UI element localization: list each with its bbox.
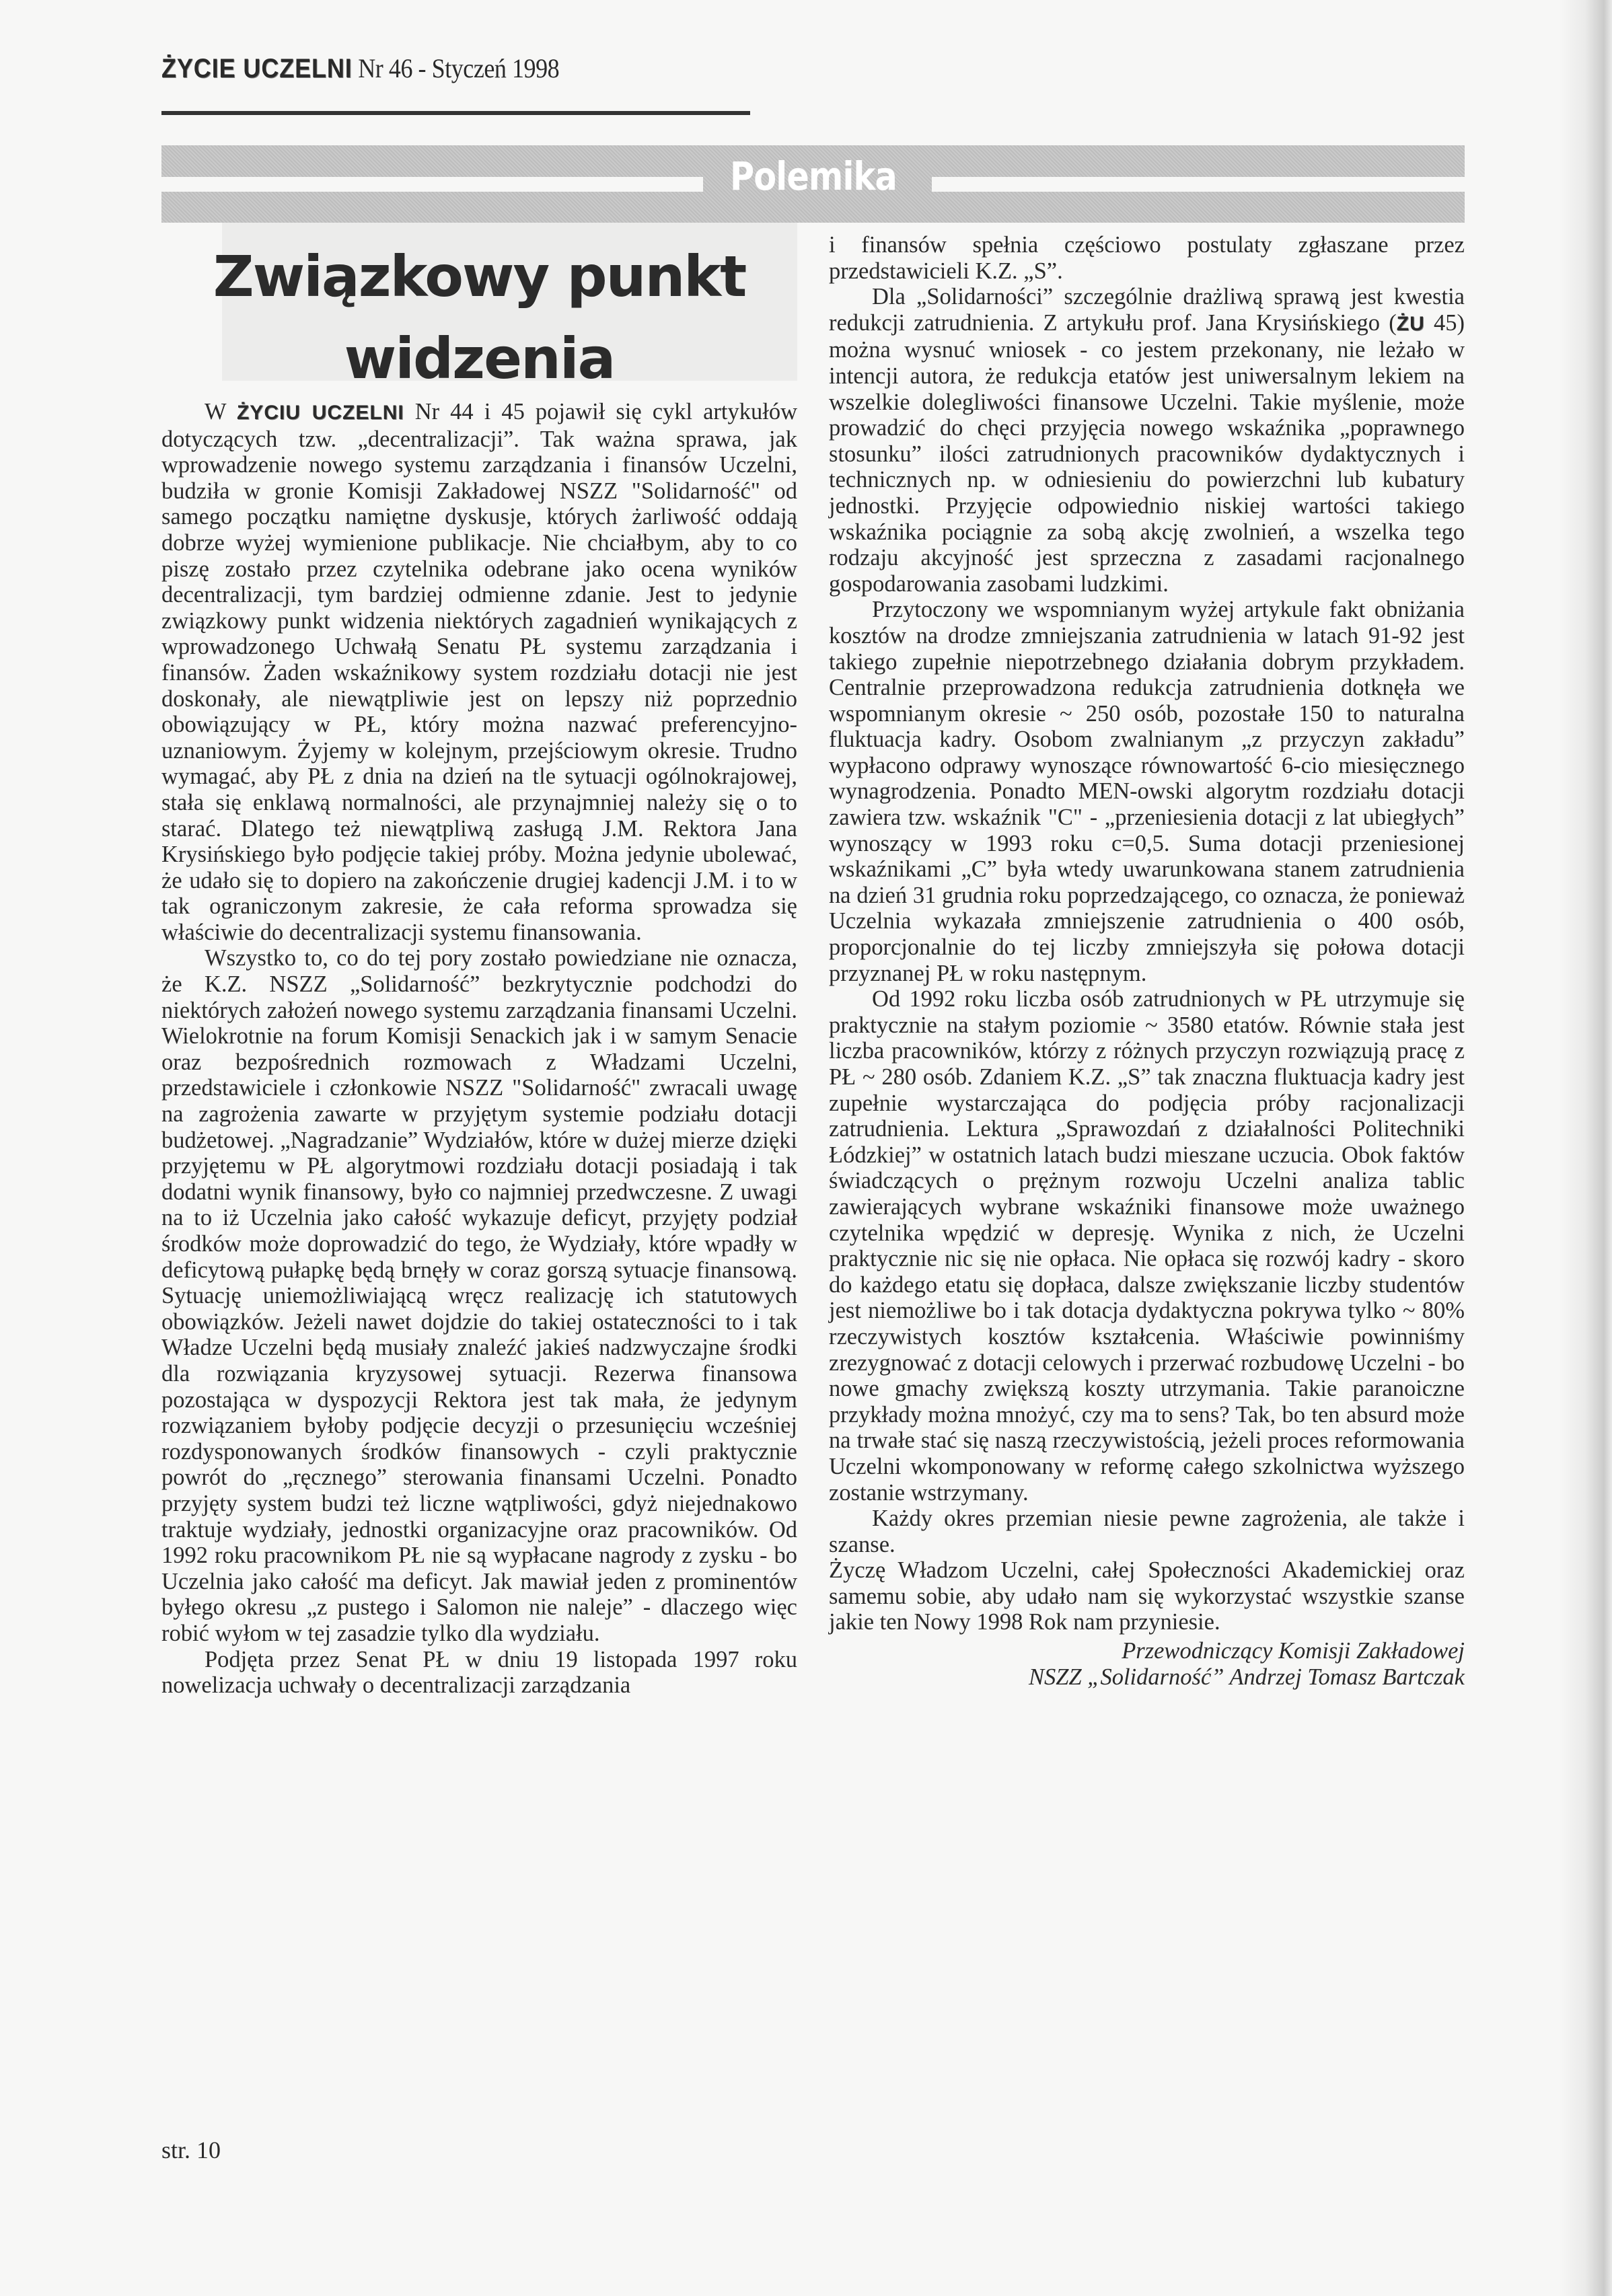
section-label: Polemika — [730, 153, 897, 199]
paragraph: Życzę Władzom Uczelni, całej Społeczności Akademickiej oraz samemu sobie, aby udało nam się wykorzystać wszystkie szanse jakie ten Nowy 1998 Rok nam przyniesie. — [829, 1557, 1465, 1635]
page-binding-shadow — [1558, 0, 1612, 2296]
paragraph-lead: W — [205, 399, 226, 424]
section-banner — [161, 145, 1465, 223]
article-column-left — [161, 399, 797, 1699]
paragraph-text: 45) można wysnuć wniosek - co jestem przekonany, nie leżało w intencji autora, że redukcja etatów jest uniwersalnym lekiem na wszelkie dolegliwości finansowe Uczelni. Takie myślenie, może prowadzić do chęci przyjęcia nowego wskaźnika „poprawnego stosunku” ilości zatrudnionych pracowników dydaktycznych i technicznych np. w odniesieniu do powierzchni lub kubatury jednostki. Przyjęcie odpowiednio niskiej wartości takiego wskaźnika pociągnie za sobą akcję zwolnień, a wszelka tego rodzaju akcyjność jest sprzeczna z zasadami racjonalnego gospodarowania zasobami ludzkimi. — [829, 309, 1465, 597]
signature-line-1: Przewodniczący Komisji Zakładowej — [1122, 1638, 1465, 1664]
header-rule — [161, 111, 750, 115]
issue-info: Nr 46 - Styczeń 1998 — [358, 53, 560, 83]
article-title — [161, 235, 797, 400]
title-line-2: widzenia — [344, 326, 615, 392]
paragraph — [161, 399, 797, 945]
paragraph — [829, 284, 1465, 597]
paragraph-text: Dla „Solidarności” szczególnie drażliwą sprawą jest kwestia redukcji zatrudnienia. Z artykułu prof. Jana Krysińskiego ( — [829, 284, 1465, 336]
paragraph-text: Nr 44 i 45 pojawił się cykl artykułów dotyczących tzw. „decentralizacji”. Tak ważna sprawa, jak wprowadzenie nowego systemu zarządzania i finansów Uczelni, budziła w gronie Komisji Zakładowej NSZZ "Solidarność" od samego początku namiętne dyskusje, których żarliwość oddają dobrze wyżej wymienione publikacje. Nie chciałbym, aby to co piszę zostało przez czytelnika odebrane jako ocena wyników decentralizacji, tym bardziej odmienne zdanie. Jest to jedynie związkowy punkt widzenia niektórych zagadnień wynikających z wprowadzonego Uchwałą Senatu PŁ systemu zarządzania i finansów. Żaden wskaźnikowy system rozdziału dotacji nie jest doskonały, ale niewątpliwie jest on lepszy niż poprzednio obowiązujący w PŁ, który można nazwać preferencyjno-uznaniowym. Żyjemy w kolejnym, przejściowym okresie. Trudno wymagać, aby PŁ z dnia na dzień na tle sytuacji ogólnokrajowej, stała się enklawą normalności, ale przynajmniej należy się o to starać. Dlatego też niewątpliwą zasługą J.M. Rektora Jana Krysińskiego było podjęcie takiej próby. Można jedynie ubolewać, że udało się to dopiero na zakończenie drugiej kadencji J.M. i to w tak ograniczonym zakresie, że cała reforma sprowadza się właściwie do decentralizacji systemu finansowania. — [161, 399, 798, 945]
masthead — [161, 52, 559, 84]
publication-name-inline: ŻYCIU UCZELNI — [236, 402, 404, 424]
banner-stripe-right — [932, 177, 1465, 192]
page-number: str. 10 — [161, 2137, 221, 2163]
publication-abbrev: ŻU — [1396, 312, 1425, 335]
paragraph: Każdy okres przemian niesie pewne zagrożenia, ale także i szanse. — [829, 1506, 1465, 1557]
article-column-right — [829, 232, 1465, 1690]
title-line-1: Związkowy punkt — [213, 244, 746, 309]
paragraph-continued: i finansów spełnia częściowo postulaty zgłaszane przez przedstawicieli K.Z. „S”. — [829, 232, 1465, 284]
paragraph: Wszystko to, co do tej pory zostało powiedziane nie oznacza, że K.Z. NSZZ „Solidarność” bezkrytycznie podchodzi do niektórych założeń nowego systemu zarządzania finansami Uczelni. Wielokrotnie na forum Komisji Senackich jak i w samym Senacie oraz bezpośrednich rozmowach z Władzami Uczelni, przedstawiciele i członkowie NSZZ "Solidarność" zwracali uwagę na zagrożenia zawarte w przyjętym systemie podziału dotacji budżetowej. „Nagradzanie” Wydziałów, które w dużej mierze dzięki przyjętemu w PŁ algorytmowi rozdziału dotacji posiadają i tak dodatni wynik finansowy, było co najmniej przedwczesne. Z uwagi na to iż Uczelnia jako całość wykazuje deficyt, przyjęty podział środków może doprowadzić do tego, że Wydziały, które wpadły w deficytową pułapkę będą brnęły w coraz gorszą sytuacje finansową. Sytuację uniemożliwiającą wręcz realizację ich statutowych obowiązków. Jeżeli nawet dojdzie do takiej ostateczności to i tak Władze Uczelni będą musiały znaleźć jakieś nadzwyczajne środki dla rozwiązania kryzysowej sytuacji. Rezerwa finansowa pozostająca w dyspozycji Rektora jest tak mała, że jedynym rozwiązaniem byłoby podjęcie decyzji o przesunięciu wcześniej rozdysponowanych środków finansowych - czyli praktycznie powrót do „ręcznego” sterowania finansami Uczelni. Ponadto przyjęty system budzi też liczne wątpliwości, gdyż niejednakowo traktuje wydziały, jednostki organizacyjne oraz pracowników. Od 1992 roku pracownikom PŁ nie są wypłacane nagrody z zysku - bo Uczelnia jako całość ma deficyt. Jak mawiał jeden z prominentów byłego okresu „z pustego i Salomon nie naleje” - dlaczego więc robić wyłom w tej zasadzie tylko dla wydziału. — [161, 945, 797, 1646]
paragraph: Przytoczony we wspomnianym wyżej artykule fakt obniżania kosztów na drodze zmniejszania zatrudnienia w latach 91-92 jest takiego zupełnie niepotrzebnego działania dobrym przykładem. Centralnie przeprowadzona redukcja zatrudnienia dotknęła we wspomnianym okresie ~ 250 osób, pozostałe 150 to naturalna fluktuacja kadry. Osobom zwalnianym „z przyczyn zakładu” wypłacono odprawy wynoszące równowartość 6-cio miesięcznego wynagrodzenia. Ponadto MEN-owski algorytm rozdziału dotacji zawiera tzw. wskaźnik "C" - „przeniesienia dotacji z lat ubiegłych” wynoszący w 1993 roku c=0,5. Suma dotacji przeniesionej wskaźnikami „C” była wtedy uwarunkowana stanem zatrudnienia na dzień 31 grudnia roku poprzedzającego, co oznacza, że ponieważ Uczelnia wykazała zmniejszenie zatrudnienia o 400 osób, proporcjonalnie do tej liczby zmniejszyła się połowa dotacji przyznanej PŁ w roku następnym. — [829, 597, 1465, 986]
paragraph: Od 1992 roku liczba osób zatrudnionych w PŁ utrzymuje się praktycznie na stałym poziomie ~ 3580 etatów. Równie stała jest liczba pracowników, którzy z różnych przyczyn rozwiązują pracę z PŁ ~ 280 osób. Zdaniem K.Z. „S” tak znaczna fluktuacja kadry jest zupełnie wystarczająca do podjęcia próby racjonalizacji zatrudnienia. Lektura „Sprawozdań z działalności Politechniki Łódzkiej” w ostatnich latach budzi mieszane uczucia. Obok faktów świadczących o prężnym rozwoju Uczelni analiza tablic zawierających wybrane wskaźniki finansowe może uważnego czytelnika wpędzić w depresję. Wynika z nich, że Uczelni praktycznie nic się nie opłaca. Nie opłaca się rozwój kadry - skoro do każdego etatu się dopłaca, dalsze zwiększanie liczby studentów jest niemożliwe bo i tak dotacja dydaktyczna pokrywa tylko ~ 80% rzeczywistych kosztów kształcenia. Właściwie powinniśmy zrezygnować z dotacji celowych i przerwać rozbudowę Uczelni - bo nowe gmachy zwiększą koszty utrzymania. Takie paranoiczne przykłady można mnożyć, czy ma to sens? Tak, bo ten absurd może na trwałe stać się naszą rzeczywistością, jeżeli proces reformowania Uczelni wkomponowany w reformę całego szkolnictwa wyższego zostanie wstrzymany. — [829, 986, 1465, 1506]
publication-name: ŻYCIE UCZELNI — [161, 54, 353, 83]
signature-line-2: NSZZ „Solidarność” Andrzej Tomasz Bartczak — [1029, 1664, 1465, 1690]
author-signature — [829, 1638, 1465, 1690]
banner-stripe-left — [161, 177, 703, 192]
paragraph: Podjęta przez Senat PŁ w dniu 19 listopada 1997 roku nowelizacja uchwały o decentralizacji zarządzania — [161, 1646, 797, 1699]
